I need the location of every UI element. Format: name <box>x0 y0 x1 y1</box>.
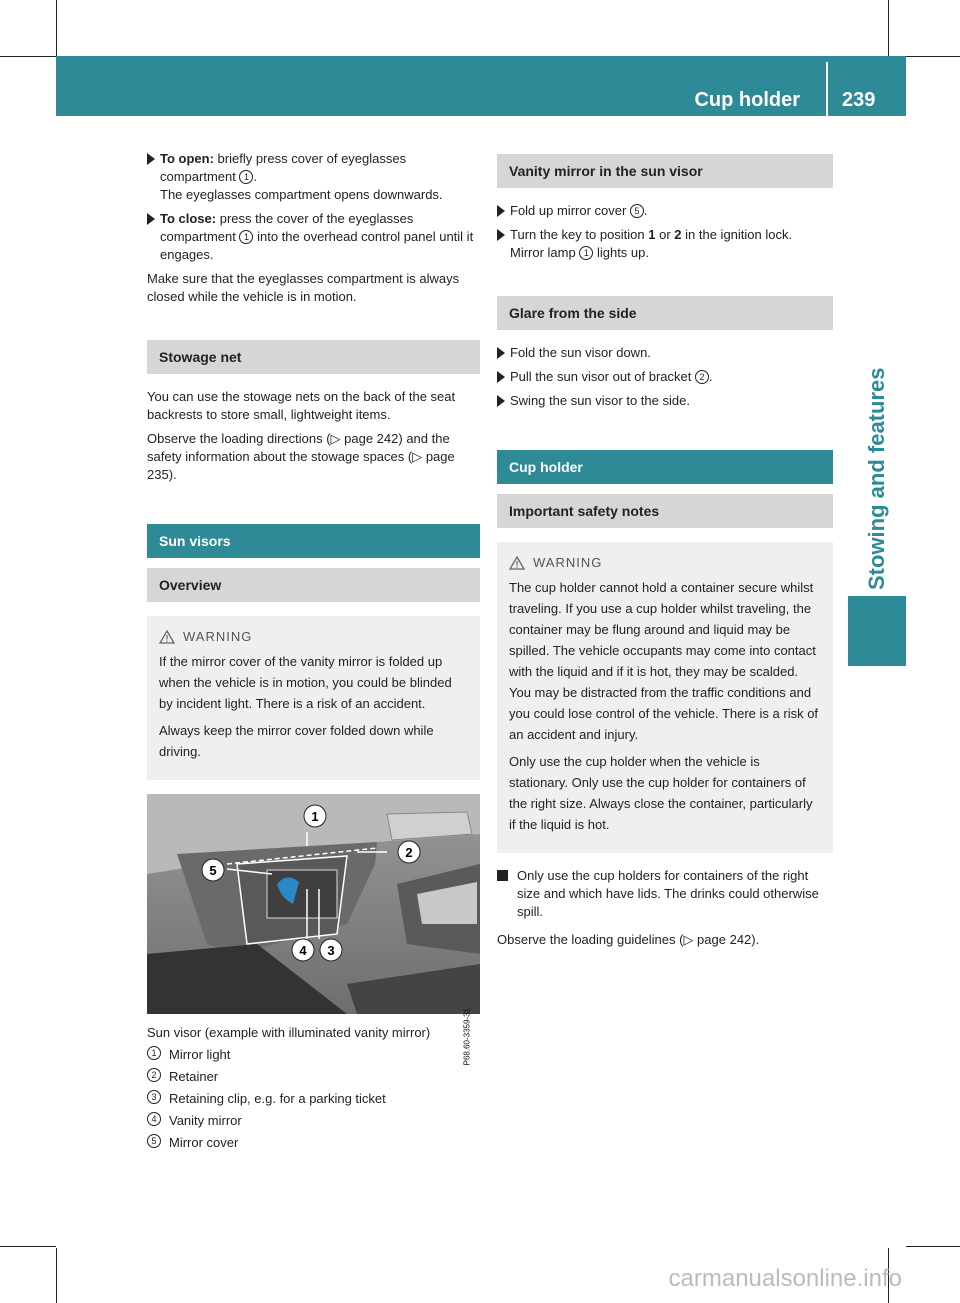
warning-box <box>497 542 833 853</box>
section-heading-glare: Glare from the side <box>497 296 833 330</box>
instruction-step <box>497 226 833 262</box>
crop-mark <box>0 56 56 57</box>
svg-text:4: 4 <box>299 943 307 958</box>
crop-mark <box>56 1248 57 1303</box>
paragraph: Observe the loading guidelines (▷ page 242). <box>497 932 760 947</box>
section-heading-vanity-mirror: Vanity mirror in the sun visor <box>497 154 833 188</box>
arrow-icon <box>147 153 155 165</box>
arrow-icon <box>147 213 155 225</box>
svg-text:2: 2 <box>405 845 413 860</box>
legend-number: 1 <box>147 1046 161 1060</box>
figure-caption: Sun visor (example with illuminated vanity mirror) <box>147 1025 431 1040</box>
warning-box <box>147 616 480 780</box>
page-title: Cup holder <box>694 89 800 111</box>
instruction-result: The eyeglasses compartment opens downwards. <box>160 187 443 202</box>
instruction-close <box>147 210 480 264</box>
section-heading-stowage-net: Stowage net <box>147 340 480 374</box>
arrow-icon <box>497 395 505 407</box>
key-position: 1 <box>648 227 656 242</box>
legend-item <box>147 1134 480 1152</box>
instruction-text: . <box>643 203 648 218</box>
legend-item <box>147 1112 480 1130</box>
instruction-label: To open: <box>160 151 214 166</box>
instruction-text: into the overhead control panel until it engages. <box>160 229 474 262</box>
subsection-heading-safety: Important safety notes <box>497 494 833 528</box>
warning-header <box>159 626 468 647</box>
instruction-step <box>497 344 833 362</box>
figure-callouts <box>147 794 480 1014</box>
paragraph: You can use the stowage nets on the back of the seat backrests to store small, lightweight items. <box>147 389 456 422</box>
instruction-step <box>497 202 833 220</box>
crop-mark <box>0 1246 56 1247</box>
svg-text:5: 5 <box>209 863 217 878</box>
legend-item <box>147 1046 480 1064</box>
instruction-step <box>497 368 833 386</box>
arrow-icon <box>497 347 505 359</box>
warning-header <box>509 552 821 573</box>
legend-number: 3 <box>147 1090 161 1104</box>
instruction-text: Turn the key to position <box>510 227 649 242</box>
side-tab-block <box>848 596 906 666</box>
page-number: 239 <box>842 89 876 111</box>
legend-number: 2 <box>147 1068 161 1082</box>
instruction-text: briefly press cover of eyeglasses compartment <box>160 151 407 184</box>
warning-text: Always keep the mirror cover folded down while driving. <box>159 723 434 759</box>
arrow-icon <box>497 229 505 241</box>
callout-1 <box>304 805 326 827</box>
callout-3 <box>320 939 342 961</box>
right-column <box>497 150 833 955</box>
instruction-result: lights up. <box>593 245 649 260</box>
crop-mark <box>56 0 57 56</box>
subsection-heading-overview: Overview <box>147 568 480 602</box>
svg-text:1: 1 <box>311 809 319 824</box>
callout-4 <box>292 939 314 961</box>
header-separator <box>826 62 828 116</box>
legend-text: Retainer <box>169 1069 219 1084</box>
note-text: Only use the cup holders for containers of the right size and which have lids. The drinks could otherwise spill. <box>517 868 819 919</box>
warning-icon <box>159 630 175 644</box>
instruction-result: Mirror lamp <box>510 245 580 260</box>
crop-mark <box>906 1246 960 1247</box>
warning-label: WARNING <box>533 555 603 570</box>
instruction-text: press the cover of the eyeglasses compartment <box>160 211 414 244</box>
warning-icon <box>509 556 525 570</box>
callout-5 <box>202 859 224 881</box>
paragraph: Observe the loading directions (▷ page 242) and the safety information about the stowage spaces (▷ page 235). <box>147 431 455 482</box>
instruction-label: To close: <box>160 211 217 226</box>
legend-text: Retaining clip, e.g. for a parking ticket <box>169 1091 386 1106</box>
callout-ref: 2 <box>695 370 709 384</box>
section-heading-cup-holder: Cup holder <box>497 450 833 484</box>
figure-code: P68.60-3359-31 <box>462 1008 471 1066</box>
legend-text: Vanity mirror <box>169 1113 242 1128</box>
callout-2 <box>398 841 420 863</box>
warning-text: The cup holder cannot hold a container secure whilst traveling. If you use a cup holder whilst traveling, the container may be flung around and liquid may be spilled. The vehicle occupants may come into contact with the liquid and if it is hot, they may be scalded. You may be distracted from the traffic conditions and you could lose control of the vehicle. There is a risk of an accident and injury. <box>509 580 819 742</box>
instruction-text: Fold up mirror cover <box>510 203 630 218</box>
svg-text:3: 3 <box>327 943 335 958</box>
arrow-icon <box>497 205 505 217</box>
paragraph: Make sure that the eyeglasses compartment is always closed while the vehicle is in motion. <box>147 271 460 304</box>
side-tab-label: Stowing and features <box>864 367 889 590</box>
legend-item <box>147 1068 480 1086</box>
arrow-icon <box>497 371 505 383</box>
section-heading-sun-visors: Sun visors <box>147 524 480 558</box>
instruction-text: Pull the sun visor out of bracket <box>510 369 695 384</box>
crop-mark <box>906 56 960 57</box>
legend-item <box>147 1090 480 1108</box>
callout-ref: 1 <box>579 246 593 260</box>
warning-text: Only use the cup holder when the vehicle is stationary. Only use the cup holder for containers of the right size. Always close the container, particularly if the liquid is hot. <box>509 754 813 832</box>
instruction-text: . <box>708 369 713 384</box>
instruction-text: or <box>655 227 675 242</box>
legend-text: Mirror cover <box>169 1135 239 1150</box>
warning-label: WARNING <box>183 629 253 644</box>
instruction-text: Fold the sun visor down. <box>510 345 651 360</box>
instruction-text: in the ignition lock. <box>681 227 793 242</box>
note-icon <box>497 870 508 881</box>
crop-mark <box>888 0 889 56</box>
warning-text: If the mirror cover of the vanity mirror is folded up when the vehicle is in motion, you could be blinded by incident light. There is a risk of an accident. <box>159 654 452 711</box>
key-position: 2 <box>674 227 682 242</box>
instruction-text: . <box>253 169 258 184</box>
callout-ref: 5 <box>630 204 644 218</box>
note <box>497 867 833 921</box>
instruction-text: Swing the sun visor to the side. <box>510 393 690 408</box>
legend-number: 4 <box>147 1112 161 1126</box>
callout-ref: 1 <box>239 170 253 184</box>
left-column <box>147 150 480 1156</box>
legend-number: 5 <box>147 1134 161 1148</box>
instruction-open <box>147 150 480 204</box>
instruction-step <box>497 392 833 410</box>
legend-text: Mirror light <box>169 1047 231 1062</box>
watermark: carmanualsonline.info <box>668 1265 902 1292</box>
callout-ref: 1 <box>239 230 253 244</box>
